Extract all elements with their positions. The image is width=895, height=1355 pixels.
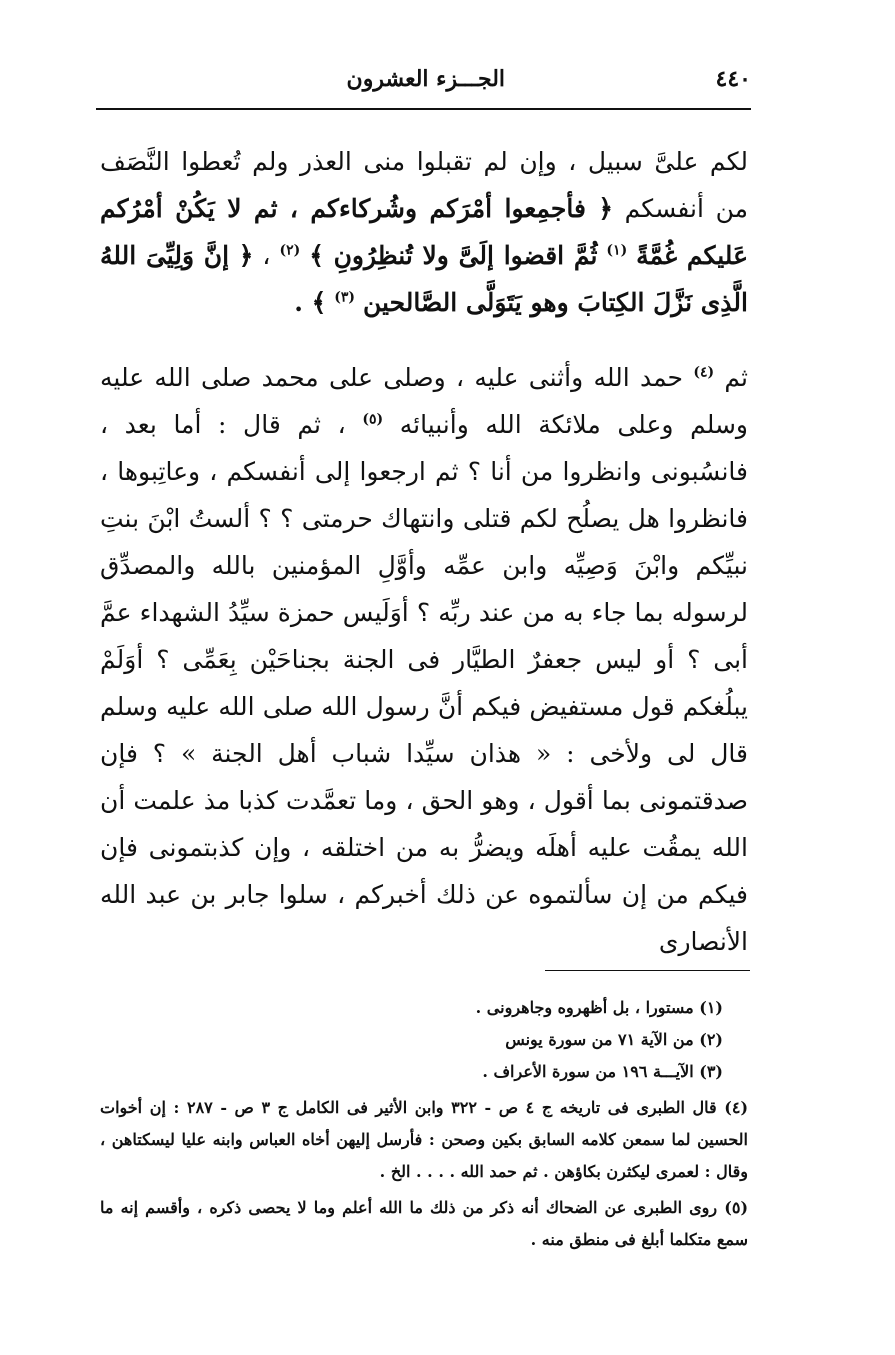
running-title: الجـــزء العشرون <box>346 66 506 92</box>
footnote-2: (٢) من الآية ٧١ من سورة يونس <box>505 1030 723 1049</box>
footnote-rule <box>545 970 750 971</box>
quran-quote: ثُمَّ اقضوا إلَىَّ ولا تُنظِرُونِ ﴾ <box>309 241 598 270</box>
text-run: حمد الله وأثنى عليه ، وصلى على محمد صلى الله عليه وسلم وعلى ملائكة الله وأنبيائه <box>100 363 749 439</box>
footnote-5: (٥) روى الطبرى عن الضحاك أنه ذكر من ذلك ما الله أعلم وما لا يحصى ذكره ، وأقسم إنه ما سمع متكلما أبلغ فى منطق منه . <box>100 1198 749 1249</box>
footnote-ref: (٥) <box>362 411 384 428</box>
separator: ، <box>262 241 271 270</box>
footnote-1: (١) مستورا ، بل أظهروه وجاهرونى . <box>475 998 723 1017</box>
text-line: لكم علىَّ سبيل ، وإن لم تقبلوا منى العذر ولم تُعطوا النَّصَف من أنفسكم <box>100 147 748 223</box>
main-text <box>100 138 748 965</box>
footnote-4: (٤) قال الطبرى فى تاريخه ج ٤ ص - ٣٢٢ وابن الأثير فى الكامل ج ٣ ص - ٢٨٧ : إن أخوات الحسين لما سمعن كلامه السابق بكين وصحن : فأرسل إليهن أخاه العباس وابنه عليا ليسكتاهن ، وقال : لعمرى ليكثرن بكاؤهن . ثم حمد الله . . . . الخ . <box>100 1098 749 1181</box>
footnote-3: (٣) الآيـــة ١٩٦ من سورة الأعراف . <box>482 1062 723 1081</box>
footnote-ref: (٣) <box>334 289 356 306</box>
footnotes <box>100 992 748 1256</box>
text-start: ثم <box>724 363 748 392</box>
page-number: ٤٤٠ <box>715 66 751 92</box>
paragraph-2 <box>100 354 748 965</box>
paragraph-1 <box>100 138 748 326</box>
header-rule <box>96 108 751 110</box>
page-header <box>96 58 751 100</box>
footnote-ref: (١) <box>606 242 628 259</box>
quran-quote: ﴿ إنَّ وَلِيِّىَ اللهُ الَّذِى نَزَّلَ الكِتابَ وهو يَتَوَلَّى الصَّالحين <box>100 241 748 317</box>
footnote-ref: (٢) <box>279 242 301 259</box>
quote-end: ﴾ . <box>294 288 327 317</box>
footnote-ref: (٤) <box>693 364 715 381</box>
quran-quote: ﴿ فأجمِعوا أمْرَكم وشُركاءكم ، ثم لا يَكُنْ أمْرُكم عَليكم غُمَّةً <box>100 194 749 270</box>
text-run: ، ثم قال : أما بعد ، فانسُبونى وانظروا من أنا ؟ ثم ارجعوا إلى أنفسكم ، وعاتِبوها ، فانظروا هل يصلُح لكم قتلى وانتهاك حرمتى ؟ ؟ ألستُ ابْنَ بنتِ نبيِّكم وابْنَ وَصِيِّه وابن عمِّه وأوَّلِ المؤمنين بالله والمصدِّق لرسوله بما جاء به من عند ربِّه ؟ أوَلَيس حمزة سيِّدُ الشهداء عمَّ أبى ؟ أو ليس جعفرٌ الطيَّار فى الجنة بجناحَيْن بِعَمِّى ؟ أوَلَمْ يبلُغكم قول مستفيض فيكم أنَّ رسول الله صلى الله عليه وسلم قال لى ولأخى : « هذان سيِّدا شباب أهل الجنة » ؟ فإن صدقتمونى بما أقول ، وهو الحق ، وما تعمَّدت كذبا مذ علمت أن الله يمقُت عليه أهلَه ويضرُّ به من اختلقه ، وإن كذبتمونى فإن فيكم من إن سألتموه عن ذلك أخبركم ، سلوا جابر بن عبد الله الأنصارى <box>100 410 748 956</box>
